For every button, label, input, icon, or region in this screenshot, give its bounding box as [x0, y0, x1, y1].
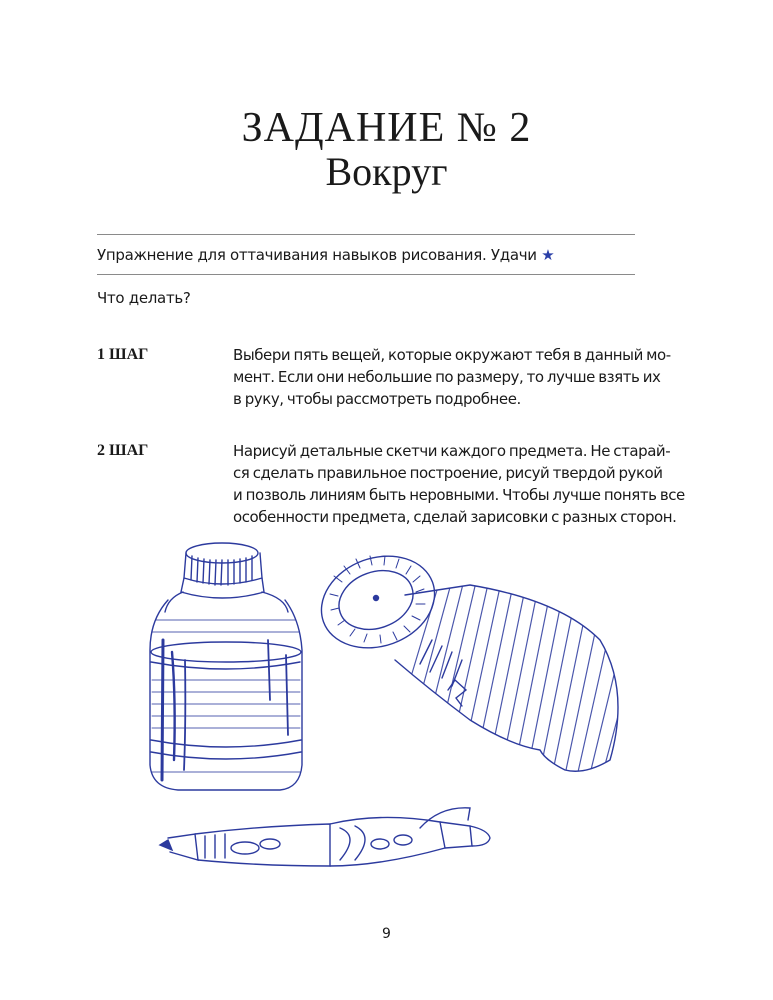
step-1-line: Выбери пять вещей, которые окружают тебя в данный мо-	[233, 346, 671, 364]
step-2-line: Нарисуй детальные скетчи каждого предмета. Не старай-	[233, 442, 671, 460]
pen-sketch	[160, 808, 490, 866]
star-icon: ★	[541, 246, 555, 264]
assignment-subtitle: Вокруг	[325, 149, 448, 194]
tube-sketch	[308, 541, 632, 776]
step-2-line: ся сделать правильное построение, рисуй твердой рукой	[233, 464, 663, 482]
bottle-sketch	[150, 543, 302, 790]
step-1-line: в руку, чтобы рассмотреть подробнее.	[233, 390, 521, 408]
assignment-title: ЗАДАНИЕ № 2	[241, 105, 532, 151]
step-2-label: 2 ШАГ	[97, 442, 149, 459]
step-1-label: 1 ШАГ	[97, 346, 149, 363]
intro-sentence: Упражнение для оттачивания навыков рисования. Удачи	[97, 246, 537, 264]
step-2-line: и позволь линиям быть неровными. Чтобы лучше понять все	[233, 486, 685, 504]
what-to-do-heading: Что делать?	[97, 289, 191, 307]
page-number: 9	[382, 926, 391, 942]
step-1-line: мент. Если они небольшие по размеру, то лучше взять их	[233, 368, 661, 386]
step-2-line: особенности предмета, сделай зарисовки с разных сторон.	[233, 508, 677, 526]
